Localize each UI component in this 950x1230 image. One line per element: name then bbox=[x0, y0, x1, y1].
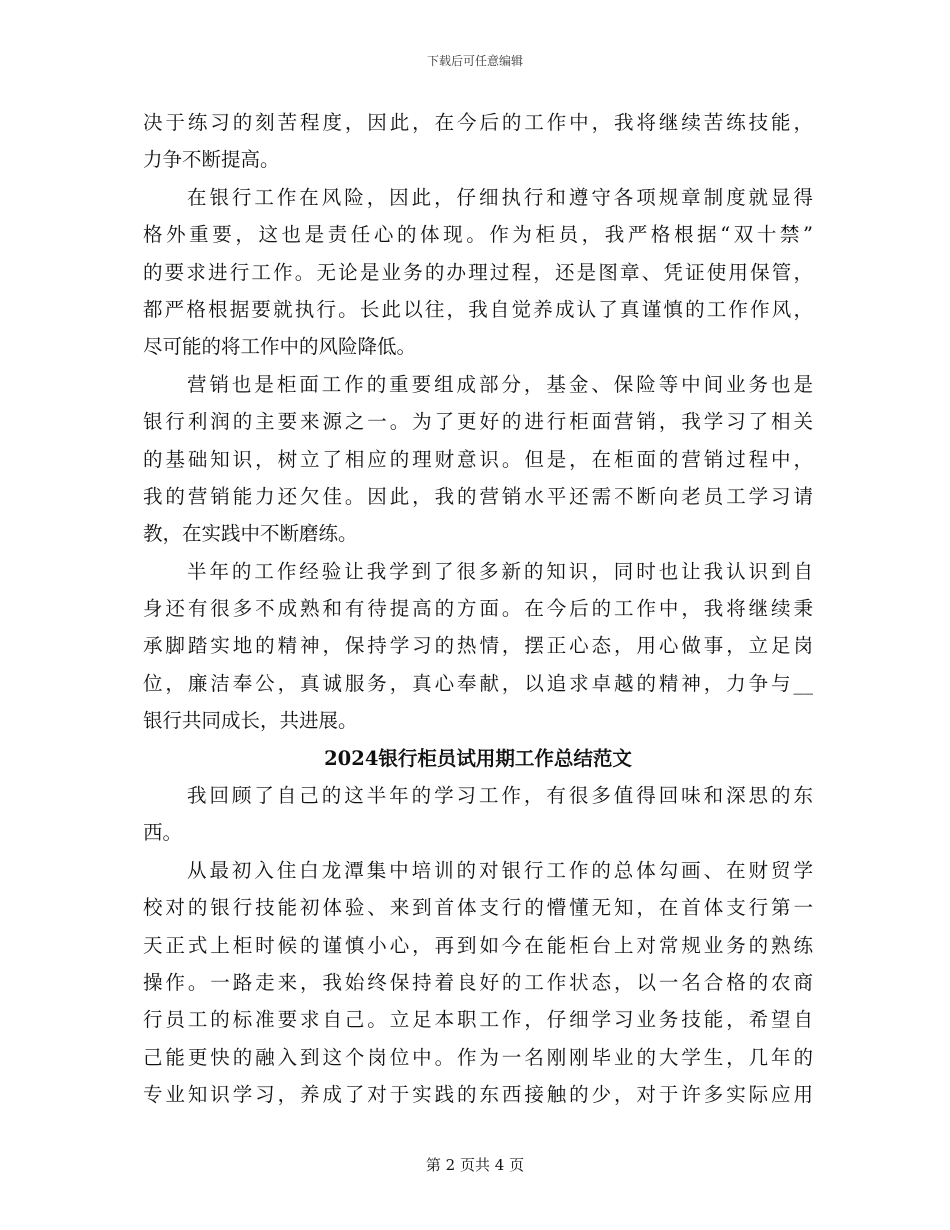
text-line: 天正式上柜时候的谨慎小心，再到如今在能柜台上对常规业务的熟练 bbox=[143, 933, 813, 957]
text-line: 专业知识学习，养成了对于实践的东西接触的少，对于许多实际应用 bbox=[143, 1083, 813, 1107]
text-line: 的要求进行工作。无论是业务的办理过程，还是图章、凭证使用保管， bbox=[143, 260, 813, 284]
text-line: 决于练习的刻苦程度，因此，在今后的工作中，我将继续苦练技能， bbox=[143, 111, 813, 134]
text-line: 银行利润的主要来源之一。为了更好的进行柜面营销，我学习了相关 bbox=[143, 410, 813, 434]
text-line: 从最初入住白龙潭集中培训的对银行工作的总体勾画、在财贸学 bbox=[187, 858, 813, 882]
text-line: 尽可能的将工作中的风险降低。 bbox=[143, 335, 417, 359]
text-line: 在银行工作在风险，因此，仔细执行和遵守各项规章制度就显得 bbox=[187, 185, 813, 209]
text-line: 营销也是柜面工作的重要组成部分，基金、保险等中间业务也是 bbox=[187, 372, 813, 396]
text-line: 操作。一路走来，我始终保持着良好的工作状态，以一名合格的农商 bbox=[143, 970, 813, 994]
text-line: 承脚踏实地的精神，保持学习的热情，摆正心态，用心做事，立足岗 bbox=[143, 634, 813, 658]
text-line: 教，在实践中不断磨练。 bbox=[143, 522, 358, 546]
paragraph-group-1 bbox=[143, 104, 813, 740]
text-line: 格外重要，这也是责任心的体现。作为柜员，我严格根据“双十禁” bbox=[143, 223, 813, 247]
text-line: 我的营销能力还欠佳。因此，我的营销水平还需不断向老员工学习请 bbox=[143, 484, 813, 508]
text-line: 我回顾了自己的这半年的学习工作，有很多值得回味和深思的东 bbox=[187, 784, 813, 808]
text-line: 位，廉洁奉公，真诚服务，真心奉献，以追求卓越的精神，力争与__ bbox=[143, 671, 813, 695]
page-number: 第 2 页共 4 页 bbox=[425, 1156, 525, 1174]
text-line: 的基础知识，树立了相应的理财意识。但是，在柜面的营销过程中， bbox=[143, 447, 813, 471]
text-line: 身还有很多不成熟和有待提高的方面。在今后的工作中，我将继续秉 bbox=[143, 597, 813, 621]
text-line: 西。 bbox=[143, 821, 183, 845]
text-line: 校对的银行技能初体验、来到首体支行的懵懂无知，在首体支行第一 bbox=[143, 896, 813, 920]
text-line: 力争不断提高。 bbox=[143, 148, 280, 172]
text-line: 都严格根据要就执行。长此以往，我自觉养成认了真谨慎的工作作风， bbox=[143, 297, 813, 321]
section-title: 2024银行柜员试用期工作总结范文 bbox=[324, 746, 632, 770]
document-body bbox=[143, 104, 813, 1114]
page-header: 下载后可任意编辑 bbox=[426, 54, 523, 68]
text-line: 银行共同成长，共进展。 bbox=[143, 709, 358, 733]
text-line: 行员工的标准要求自己。立足本职工作，仔细学习业务技能，希望自 bbox=[143, 1008, 813, 1032]
text-line: 己能更快的融入到这个岗位中。作为一名刚刚毕业的大学生，几年的 bbox=[143, 1045, 813, 1069]
paragraph-group-2 bbox=[143, 777, 813, 1114]
text-line: 半年的工作经验让我学到了很多新的知识，同时也让我认识到自 bbox=[187, 559, 813, 583]
